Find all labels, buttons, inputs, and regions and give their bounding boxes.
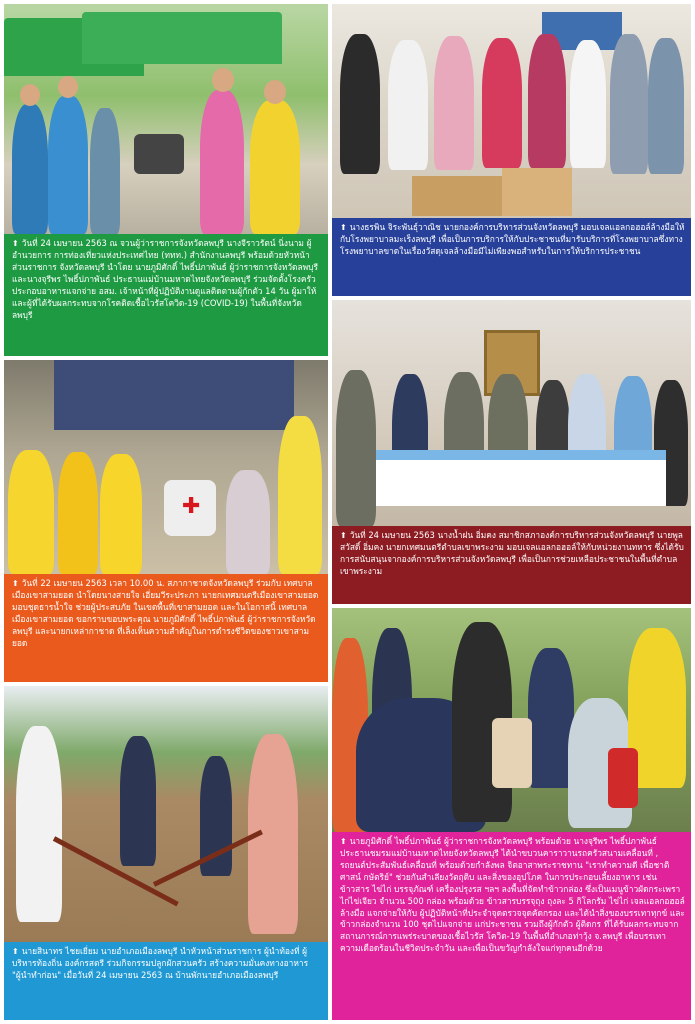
caption-cyan bbox=[4, 942, 328, 1020]
chair bbox=[608, 748, 638, 808]
news-item-4 bbox=[332, 300, 691, 604]
person bbox=[278, 416, 322, 574]
caption-orange bbox=[4, 574, 328, 682]
caption-magenta bbox=[332, 832, 691, 1020]
person bbox=[388, 40, 428, 170]
box bbox=[412, 176, 502, 216]
box bbox=[502, 168, 572, 216]
caption-text: นายสินาทร ไชยเยี่ยม นายอำเภอเมืองลพบุรี นำหัวหน้าส่วนราชการ ผู้นำท้องที่ ผู้บริหารท้องถิ่น องค์กรสตรี ร่วมกิจกรรมปลูกผักสวนครัว สร้างความมั่นคงทางอาหาร "ผู้นำทำก่อน" เมื่อวันที่ 24 เมษายน 2563 ณ บ้านพักนายอำเภอเมืองลพบุรี bbox=[12, 946, 309, 980]
person bbox=[528, 34, 566, 168]
caption-text: วันที่ 22 เมษายน 2563 เวลา 10.00 น. สภากาชาดจังหวัดลพบุรี ร่วมกับ เทศบาลเมืองเขาสามยอด นำโดยนางสายใจ เอี่ยมวีระประภา นายกเทศมนตรีเมืองเขาสามยอด มอบชุดธารน้ำใจ ช่วยผู้ประสบภัย ในเขตพื้นที่เขาสามยอด และในโอกาสนี้ เทศบาลเมืองเขาสามยอด ขอกราบขอบพระคุณ นายภูมิศักดิ์ ไพธิ์ปภาพันธ์ ผู้ว่าราชการจังหวัดลพบุรี และนายกเหล่ากาชาด ที่เล็งเห็นความสำคัญในการดำรงชีวิตของชาวเขาสามยอด bbox=[12, 578, 319, 648]
person bbox=[90, 108, 120, 234]
person bbox=[120, 736, 156, 866]
photo-kitchen-event bbox=[4, 4, 328, 234]
person bbox=[8, 450, 54, 574]
cooking-pot bbox=[134, 134, 184, 174]
person bbox=[48, 96, 88, 234]
caption-darkred bbox=[332, 526, 691, 604]
person bbox=[482, 38, 522, 168]
head bbox=[212, 68, 234, 92]
caption-text: วันที่ 24 เมษายน 2563 นางน้ำฝน อิ่มคง สมาชิกสภาองค์การบริหารส่วนจังหวัดลพบุรี นายพูลสวัสดิ์ อิ่มคง นายกเทศมนตรีตำบลเขาพระงาม มอบเจลแอลกอฮอล์ให้กับหน่วยงานทหาร ซึ่งได้รับการสนับสนุนจากองค์การบริหารส่วนจังหวัดลพบุรี เพื่อเป็นการช่วยเหลือประชาชนในพื้นที่ตำบลเขาพระงาม bbox=[340, 530, 684, 576]
person bbox=[648, 38, 684, 174]
person bbox=[100, 454, 142, 574]
person bbox=[610, 34, 648, 174]
red-cross-icon: ✚ bbox=[182, 494, 201, 519]
photo-vegetable-planting bbox=[4, 686, 328, 942]
caption-text: วันที่ 24 เมษายน 2563 ณ จวนผู้ว่าราชการจังหวัดลพบุรี นางจีราวรัตน์ นิ่งนาม ผู้อำนวยการ การท่องเที่ยวแห่งประเทศไทย (ททท.) สำนักงานลพบุรี พร้อมด้วยหัวหน้าส่วนราชการ จังหวัดลพบุรี นำโดย นายภูมิศักดิ์ ไพธิ์ปภาพันธ์ ผู้ว่าราชการจังหวัดลพบุรี และนางจุรีพร ไพธิ์ปภาพันธ์ ประธานแม่บ้านมหาดไทยจังหวัดลพบุรี ร่วมจัดตั้งโรงครัวประกอบอาหารแจกจ่าย อสม. เจ้าหน้าที่ผู้ปฏิบัติงานดูแลติดตามผู้กักตัว 14 วัน ผู้มาให้ และผู้ที่ได้รับผลกระทบจากโรคติดเชื้อไวรัสโควิด-19 (COVID-19) ในพื้นที่จังหวัดลพบุรี bbox=[12, 238, 318, 320]
supply-bag bbox=[492, 718, 532, 788]
caption-text: นายภูมิศักดิ์ ไพธิ์ปภาพันธ์ ผู้ว่าราชการจังหวัดลพบุรี พร้อมด้วย นางจุรีพร ไพธิ์ปภาพันธ์ ประธานชมรมแม่บ้านมหาดไทยจังหวัดลพบุรี ได้นำขบวนคาราวานรถครัวสนามเคลื่อนที่ , รถยนต์ประสัมพันธ์เคลื่อนที่ พร้อมด้วยกำลังพล จิตอาสาพระราชทาน "เราทำความดี เพื่อชาติ ศาสน์ กษัตริย์" ช่วยกันสำเลียงวัตถุดิบ และสิ่งของอุปโภค ในการประกอบเลี้ยงอาหาร เช่น ข้าวสาร ไข่ไก่ บรรจุภัณฑ์ เครื่องปรุงรส ฯลฯ ลงพื้นที่จัดทำข้าวกล่อง ซึ่งเป็นเมนูข้าวผัดกระเพราไก่ไข่เจียว จำนวน 500 กล่อง พร้อมด้วย ข้าวสารบรรจุถุง ถุงละ 5 กิโลกรัม ไข่ไก่ เจลแอลกอฮอล์ล้างมือ แจกจ่ายให้กับ ผู้ปฏิบัติหน้าที่ประจำจุดตรวจจุดคัดกรอง และได้นำสิ่งของบรรเทาทุกข์ และ ข้าวกล่องจำนวน 100 ชุดไปแจกจ่าย แก่ประชาชน รวมถึงผู้กักตัว ผู้ติดกร ที่ได้รับผลกระทบจากสถานการณ์การแพร่ระบาดของเชื้อไวรัส โควิด-19 ในพื้นที่อำเภอท่าวุ้ง จ.ลพบุรี เพื่อบรรเทาความเดือดร้อนในชีวิตประจำวัน และเพื่อเป็นขวัญกำลังใจแก่ทุกคนอีกด้วย bbox=[340, 836, 685, 954]
up-arrow-icon: ⬆ bbox=[340, 223, 347, 232]
photo-hospital-donation bbox=[332, 4, 691, 218]
up-arrow-icon: ⬆ bbox=[12, 947, 19, 956]
person bbox=[570, 40, 606, 168]
green-tent bbox=[82, 12, 282, 64]
person bbox=[336, 370, 376, 526]
person bbox=[250, 100, 300, 234]
news-item-1 bbox=[4, 4, 328, 356]
person bbox=[226, 470, 270, 574]
roof-tarp bbox=[54, 360, 294, 430]
news-item-3 bbox=[4, 360, 328, 682]
person bbox=[200, 90, 244, 234]
photo-military-donation bbox=[332, 300, 691, 526]
hoe bbox=[53, 836, 179, 906]
photo-red-cross-donation bbox=[4, 360, 328, 574]
up-arrow-icon: ⬆ bbox=[12, 239, 19, 248]
table bbox=[376, 450, 666, 506]
person bbox=[434, 36, 474, 170]
up-arrow-icon: ⬆ bbox=[340, 531, 347, 540]
caption-blue bbox=[332, 218, 691, 296]
photo-food-distribution bbox=[332, 608, 691, 832]
caption-green bbox=[4, 234, 328, 356]
person bbox=[16, 726, 62, 922]
news-item-2 bbox=[332, 4, 691, 296]
head bbox=[58, 76, 78, 98]
person bbox=[58, 452, 98, 574]
head bbox=[264, 80, 286, 104]
person bbox=[12, 104, 48, 234]
person bbox=[340, 34, 380, 174]
news-item-5 bbox=[4, 686, 328, 1020]
up-arrow-icon: ⬆ bbox=[340, 837, 347, 846]
up-arrow-icon: ⬆ bbox=[12, 579, 19, 588]
head bbox=[20, 84, 40, 106]
news-item-6 bbox=[332, 608, 691, 1020]
caption-text: นางธรพิน จิระพันธุ์วาณิช นายกองค์การบริหารส่วนจังหวัดลพบุรี มอบเจลแอลกอฮอล์ล้างมือให้กับโรงพยาบาลมะเร็งลพบุรี เพื่อเป็นการบริการให้กับประชาชนที่มารับบริการที่โรงพยาบาลซึ่งทางโรงพยาบาลขาดในเรื่องวัสดุเจลล้างมือมีไม่เพียงพอสำหรับในการให้บริการประชาชน bbox=[340, 222, 685, 256]
